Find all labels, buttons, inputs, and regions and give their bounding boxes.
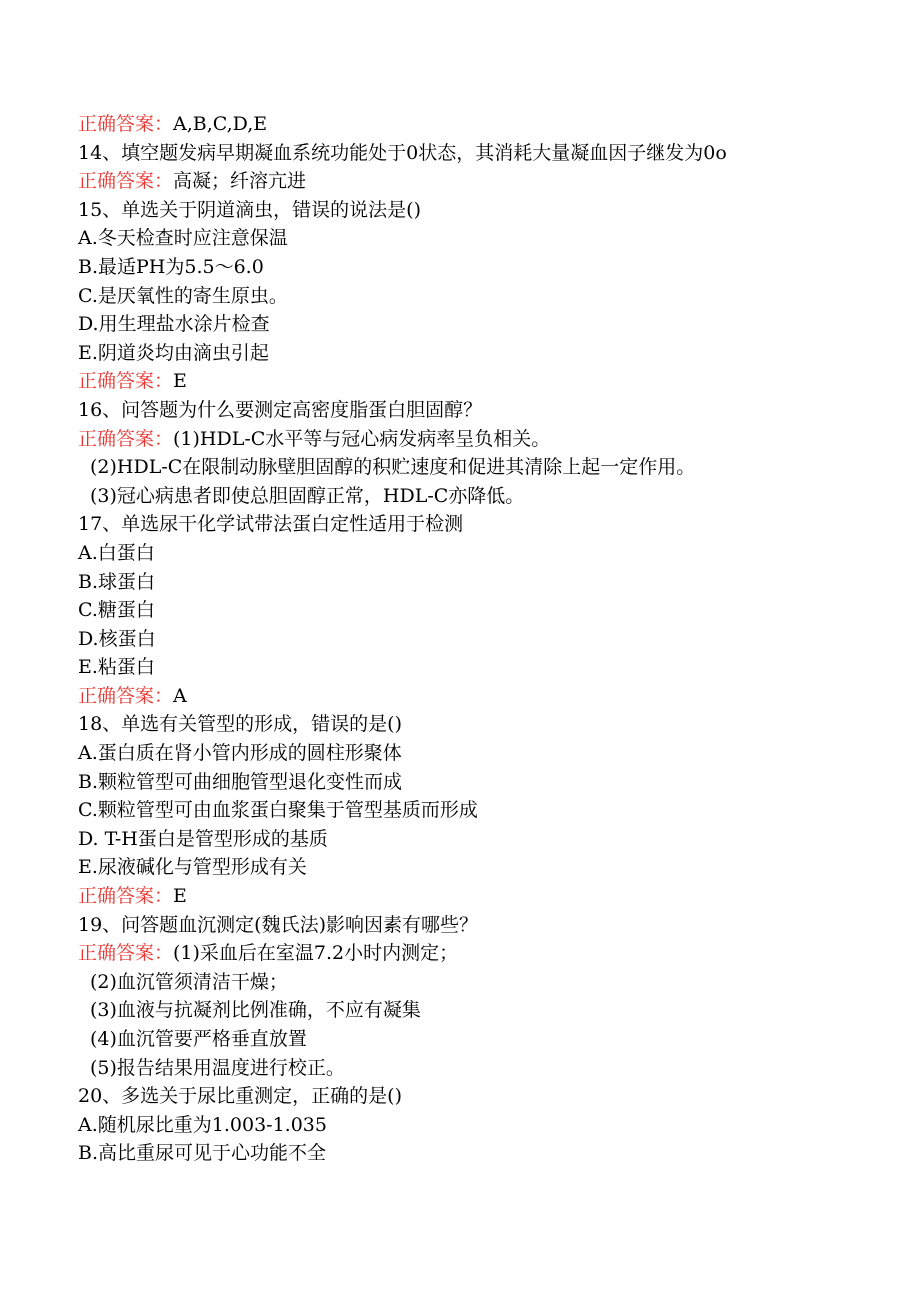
question-14: 14、填空题发病早期凝血系统功能处于0状态，其消耗大量凝血因子继发为0o xyxy=(78,141,727,164)
option-e: E.粘蛋白 xyxy=(78,656,155,679)
option-c: C.糖蛋白 xyxy=(78,599,155,622)
answer-label: 正确答案： xyxy=(78,427,174,450)
question-15: 15、单选关于阴道滴虫，错误的说法是() xyxy=(78,198,422,221)
answer-continuation: (3)血液与抗凝剂比例准确，不应有凝集 xyxy=(90,999,421,1022)
answer-text: (1)采血后在室温7.2小时内测定； xyxy=(173,942,459,965)
answer-text: 高凝；纤溶亢进 xyxy=(173,170,307,193)
question-20: 20、多选关于尿比重测定，正确的是() xyxy=(78,1085,403,1108)
question-19: 19、问答题血沉测定(魏氏法)影响因素有哪些？ xyxy=(78,913,479,936)
answer-line xyxy=(78,882,878,911)
option-b: B.球蛋白 xyxy=(78,570,156,593)
option-e: E.阴道炎均由滴虫引起 xyxy=(78,341,269,364)
answer-label: 正确答案： xyxy=(78,942,174,965)
option-a: A.蛋白质在肾小管内形成的圆柱形聚体 xyxy=(78,742,402,765)
answer-line xyxy=(78,682,878,711)
answer-line xyxy=(78,939,878,968)
answer-label: 正确答案： xyxy=(78,684,174,707)
answer-label: 正确答案： xyxy=(78,885,174,908)
option-c: C.颗粒管型可由血浆蛋白聚集于管型基质而形成 xyxy=(78,799,478,822)
answer-line xyxy=(78,110,878,139)
answer-text: E xyxy=(173,885,187,908)
answer-label: 正确答案： xyxy=(78,170,174,193)
option-a: A.随机尿比重为1.003-1.035 xyxy=(78,1113,327,1136)
answer-label: 正确答案： xyxy=(78,113,174,135)
answer-text: A,B,C,D,E xyxy=(173,113,268,135)
answer-continuation: (3)冠心病患者即使总胆固醇正常，HDL-C亦降低。 xyxy=(90,484,525,507)
exam-document xyxy=(78,110,878,1168)
answer-text: E xyxy=(173,370,187,393)
option-d: D.用生理盐水涂片检查 xyxy=(78,313,270,336)
option-d: D. T-H蛋白是管型形成的基质 xyxy=(78,827,328,850)
question-16: 16、问答题为什么要测定高密度脂蛋白胆固醇？ xyxy=(78,398,483,421)
option-c: C.是厌氧性的寄生原虫。 xyxy=(78,284,288,307)
answer-continuation: (4)血沉管要严格垂直放置 xyxy=(90,1028,307,1050)
answer-text: A xyxy=(173,684,187,707)
option-b: B.最适PH为5.5～6.0 xyxy=(78,255,264,278)
answer-continuation: (2)HDL-C在限制动脉壁胆固醇的积贮速度和促进其清除上起一定作用。 xyxy=(90,456,696,479)
option-b: B.高比重尿可见于心功能不全 xyxy=(78,1142,327,1165)
answer-line xyxy=(78,425,878,454)
option-d: D.核蛋白 xyxy=(78,627,156,650)
option-a: A.冬天检查时应注意保温 xyxy=(78,227,288,250)
answer-line xyxy=(78,167,878,196)
option-a: A.白蛋白 xyxy=(78,541,155,564)
answer-continuation: (5)报告结果用温度进行校正。 xyxy=(90,1056,345,1079)
question-17: 17、单选尿干化学试带法蛋白定性适用于检测 xyxy=(78,513,464,536)
option-b: B.颗粒管型可曲细胞管型退化变性而成 xyxy=(78,770,403,793)
option-e: E.尿液碱化与管型形成有关 xyxy=(78,856,307,879)
answer-line xyxy=(78,367,878,396)
question-18: 18、单选有关管型的形成，错误的是() xyxy=(78,713,403,736)
answer-label: 正确答案： xyxy=(78,370,174,393)
answer-continuation: (2)血沉管须清洁干燥； xyxy=(90,970,288,993)
answer-text: (1)HDL-C水平等与冠心病发病率呈负相关。 xyxy=(173,427,551,450)
